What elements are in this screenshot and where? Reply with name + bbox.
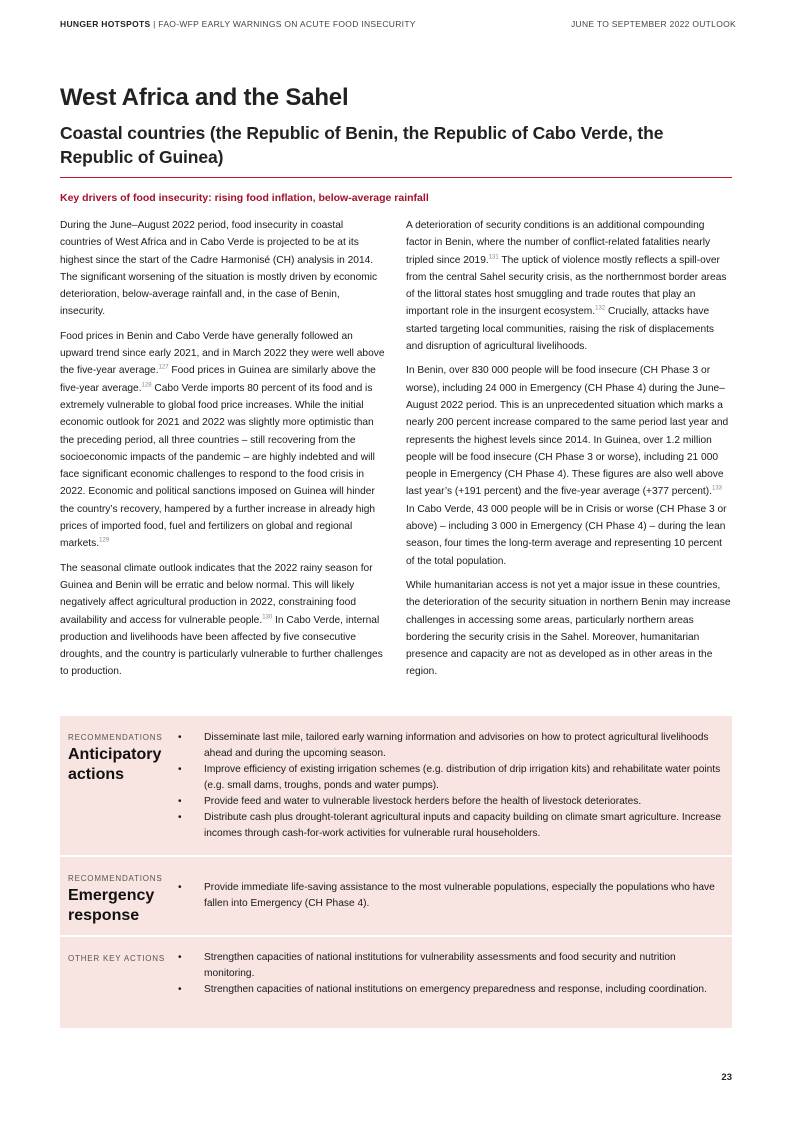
paragraph: While humanitarian access is not yet a major issue in these countries, the deterioration of the security situation in northern Benin may increase challenges in accessing some areas, particularly northern areas bordering the security crisis in the Sahel. Moreover, humanitarian presence and capacity are not as developed as in other areas in the region. [406,579,731,678]
rec-title: Emergency response [68,887,155,924]
footnote-ref[interactable]: 132 [595,306,606,313]
running-header [60,19,416,29]
paragraph: Food prices in Benin and Cabo Verde have generally followed an upward trend since early 2021, and in March 2022 they were well above the five-year average.$^{127}$ Food prices in Guinea are similarly above the five-year average.$^{128}$ Cabo Verde imports 80 percent of its food and is extremely vulnerable to global food price increases. While the initial economic outlook for 2021 and 2022 was slightly more optimistic than the preceding period, all three countries – still recovering from the socioeconomic impacts of the pandemic – are highly indebted and will face significant economic challenges to respond to the food crisis in 2022. Economic and political sanctions imposed on Guinea will hinder the country’s recovery, hampered by a further increase in already high prices of imported food, fuel and fertilizers on global and regional markets.$^{129}$ [60,330,385,550]
paragraph: A deterioration of security conditions is an additional compounding factor in Benin, where the number of conflict-related fatalities nearly tripled since 2019.$^{131}$ The uptick of violence mostly reflects a spill-over from the central Sahel security crisis, as the northernmost border areas of the littoral states host smuggling and trade routes that play an important role in the insurgent ecosystem.$^{132}$ Crucially, attacks have started targeting local communities, raising the risk of displacements and disruption of agricultural livelihoods. [406,220,727,353]
section-subtitle: Coastal countries (the Republic of Benin, the Republic of Cabo Verde, the Republic of Guinea) [60,123,664,167]
footnote-ref[interactable]: 129 [99,537,110,544]
header-subtitle: FAO-WFP EARLY WARNINGS ON ACUTE FOOD INSECURITY [158,19,416,29]
list-item: • Provide feed and water to vulnerable livestock herders before the health of livestock deteriorates. [178,794,723,810]
paragraph: In Benin, over 830 000 people will be food insecure (CH Phase 3 or worse), including 24 000 in Emergency (CH Phase 4) during the June–August 2022 period. This is an unprecedented situation which marks a nearly 200 percent increase compared to the same period last year and represents the highest levels since 2014. In Guinea, over 1.2 million people will be food insecure (CH Phase 3 or worse), including 21 000 people in Emergency (CH Phase 4). These figures are also well above last year’s (+191 percent) and the five-year average (+377 percent).$^{133}$ In Cabo Verde, 43 000 people will be in Crisis or worse (CH Phase 3 or above) – including 3 000 in Emergency (CH Phase 4) – during the lean season, four times the long-term average and representing 10 percent of the total population. [406,365,729,567]
rec-list [178,880,723,912]
rec-list [178,950,723,998]
anticipatory-actions-box [60,716,732,855]
paragraph: During the June–August 2022 period, food insecurity in coastal countries of West Africa and in Cabo Verde is projected to be at its highest since the start of the Cadre Harmonisé (CH) analysis in 2014. The significant worsening of the situation is mostly driven by economic deterioration, below-average rainfall and, in the case of Benin, insecurity. [60,220,378,318]
page-number: 23 [721,1072,732,1083]
header-separator: | [150,19,159,29]
list-item: • Improve efficiency of existing irrigation schemes (e.g. distribution of drip irrigation kits) and rehabilitate water points (e.g. small dams, troughs, ponds and water pumps). [178,762,723,794]
footnote-ref[interactable]: 131 [488,254,499,261]
list-item: • Distribute cash plus drought-tolerant agricultural inputs and capacity building on climate smart agriculture. Increase incomes through cash-for-work activities for vulnerable rural householders. [178,810,723,842]
page-title: West Africa and the Sahel [60,84,349,111]
list-item: • Provide immediate life-saving assistance to the most vulnerable populations, especially the populations who have fallen into Emergency (CH Phase 4). [178,880,723,912]
rec-list [178,730,723,842]
footnote-ref[interactable]: 130 [262,614,273,621]
emergency-response-box [60,857,732,935]
footnote-ref[interactable]: 127 [158,364,169,371]
list-item: • Disseminate last mile, tailored early warning information and advisories on how to protect agricultural livelihoods ahead and during the upcoming season. [178,730,723,762]
rec-label: OTHER KEY ACTIONS [68,954,166,963]
drivers-heading: Key drivers of food insecurity: rising food inflation, below-average rainfall [60,192,429,204]
header-outlook: JUNE TO SEPTEMBER 2022 OUTLOOK [570,19,736,29]
other-key-actions-box [60,937,732,1028]
rec-title: Anticipatory actions [68,746,162,783]
rec-label: RECOMMENDATIONS [68,733,163,742]
footnote-ref[interactable]: 128 [141,382,152,389]
list-item: • Strengthen capacities of national institutions for vulnerability assessments and food security and nutrition monitoring. [178,950,723,982]
divider [60,177,732,178]
left-column [60,217,386,688]
rec-label: RECOMMENDATIONS [68,874,163,883]
header-brand: HUNGER HOTSPOTS [60,19,151,29]
footnote-ref[interactable]: 133 [712,486,723,493]
list-item: • Strengthen capacities of national institutions on emergency preparedness and response, including coordination. [178,982,723,998]
right-column [406,217,732,688]
paragraph: The seasonal climate outlook indicates that the 2022 rainy season for Guinea and Benin will be erratic and below normal. This will likely negatively affect agricultural production in 2022, constraining food availability and access for vulnerable people.$^{130}$ In Cabo Verde, internal production and livelihoods have been affected by five consecutive droughts, and the country is particularly vulnerable to further challenges to production. [60,562,383,678]
